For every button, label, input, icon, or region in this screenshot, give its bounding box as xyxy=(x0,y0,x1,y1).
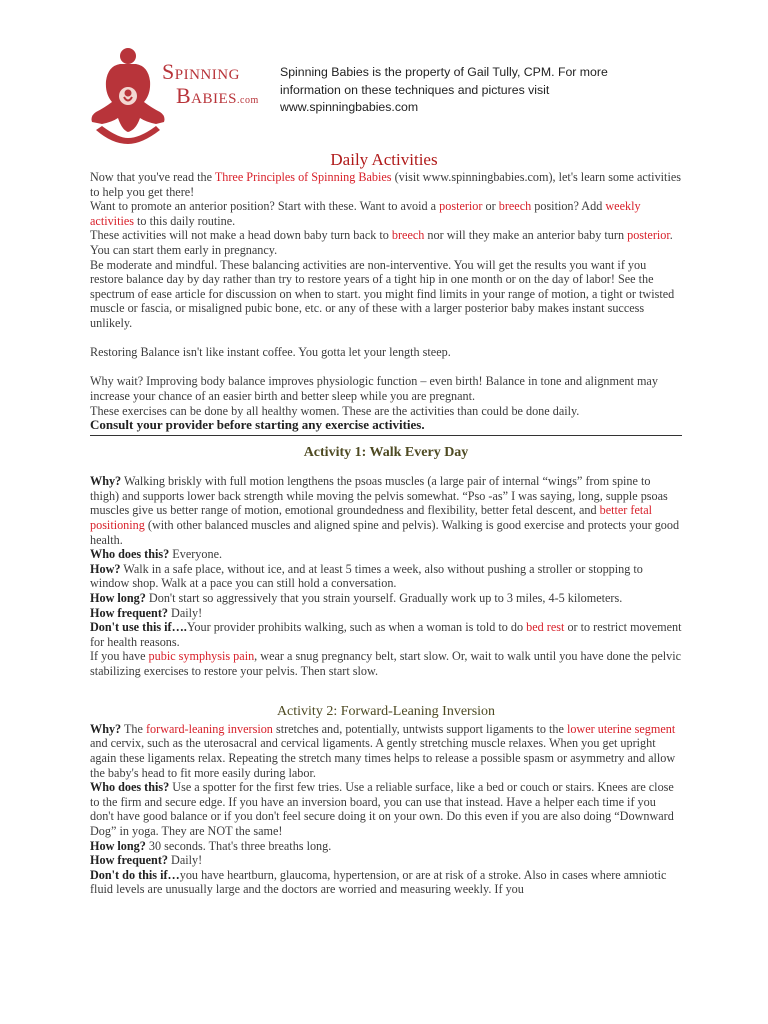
lower-uterine-segment-link[interactable]: lower uterine segment xyxy=(566,721,676,736)
activity1-pubic-note: If you have pubic symphysis pain, wear a snug pregnancy belt, start slow. Or, wait to walk until you have done the pelvic stabilizing exercises to restore your pelvis. Then start slow. xyxy=(90,649,682,678)
logo-line2: Babies xyxy=(176,83,238,108)
document-body xyxy=(90,170,682,897)
ownership-notice: Spinning Babies is the property of Gail Tully, CPM. For more information on these techniques and pictures visit www.spinningbabies.com xyxy=(280,65,608,114)
breech-link-2[interactable]: breech xyxy=(391,228,425,243)
intro-paragraph-1: Now that you've read the Three Principles of Spinning Babies (visit www.spinningbabies.com), let's learn some activities to help you get there! xyxy=(90,170,681,199)
better-fetal-positioning-link[interactable]: better fetal positioning xyxy=(90,503,653,533)
posterior-link[interactable]: posterior xyxy=(439,199,483,214)
consult-provider-note: Consult your provider before starting any exercise activities. xyxy=(90,417,425,433)
intro-paragraph-4: Be moderate and mindful. These balancing activities are non-interventive. You will get the results you want if you restore balance day by day rather than try to restore years of a tight hip in one month or on the day of labor! See the spectrum of ease article for discussion on when to start. you might find limits in your range of motion, a tight or twisted muscle or fascia, or misaligned pubic bone, etc. or any of these with a larger posterior baby makes instant success unlikely. xyxy=(90,257,675,330)
activity2-who: Who does this? Use a spotter for the first few tries. Use a reliable surface, like a bed or couch or stairs. Knees are close to the firm and secure edge. If you have an inversion board, you can use that instead. Have a helper each time if you don't have good balance or if you don't feel secure doing it on your own. Do this even if you are also doing “Downward Dog” in yoga. They are NOT the same! xyxy=(90,780,674,838)
activity1-how-frequent: How frequent? Daily! xyxy=(90,605,203,620)
activity2-dont: Don't do this if…you have heartburn, glaucoma, hypertension, or are at risk of a stroke. Also in cases where amniotic fluid levels are unusually large and the doctors are worried and measuring weekly. If you xyxy=(90,867,667,897)
activity1-how: How? Walk in a safe place, without ice, and at least 5 times a week, also without pushing a stroller or stopping to window shop. Walk at a pace you can still hold a conversation. xyxy=(90,561,643,591)
page-title: Daily Activities xyxy=(330,150,438,169)
activity1-title: Activity 1: Walk Every Day xyxy=(303,444,469,460)
activity1-dont: Don't use this if….Your provider prohibits walking, such as when a woman is told to do bed rest or to restrict movement for health reasons. xyxy=(90,620,682,649)
intro-paragraph-7: These exercises can be done by all healthy women. These are the activities than could be done daily. xyxy=(90,403,580,418)
intro-paragraph-2: Want to promote an anterior position? Start with these. Want to avoid a posterior or breech position? Add weekly activities to this daily routine. xyxy=(90,199,641,228)
section-divider xyxy=(90,435,682,436)
logo-suffix: .com xyxy=(237,95,259,106)
mother-baby-logo-icon xyxy=(88,46,168,146)
intro-paragraph-3: These activities will not make a head down baby turn back to breech nor will they make an anterior baby turn posterior. You can start them early in pregnancy. xyxy=(90,228,673,257)
breech-link[interactable]: breech xyxy=(498,199,532,214)
activity2-title: Activity 2: Forward-Leaning Inversion xyxy=(276,704,496,720)
activity2-why: Why? The forward-leaning inversion stretches and, potentially, untwists support ligaments to the lower uterine segment and cervix, such as the uterosacral and cervical ligaments. A gently stretching muscle relaxes. When you get upright again these ligaments relax. Repeating the stretch many times helps to release a possible spasm or asymmetry and allow the baby's head to fit more easily during labor. xyxy=(90,721,676,780)
pubic-symphysis-pain-link[interactable]: pubic symphysis pain xyxy=(148,649,255,664)
logo-line1: Spinning xyxy=(162,59,240,84)
intro-paragraph-5: Restoring Balance isn't like instant coffee. You gotta let your length steep. xyxy=(90,345,451,360)
activity2-how-frequent: How frequent? Daily! xyxy=(90,853,203,868)
weekly-activities-link[interactable]: weekly activities xyxy=(90,199,641,228)
bed-rest-link[interactable]: bed rest xyxy=(526,620,565,635)
activity1-who: Who does this? Everyone. xyxy=(90,547,223,562)
three-principles-link[interactable]: Three Principles of Spinning Babies xyxy=(214,170,392,184)
activity2-how-long: How long? 30 seconds. That's three breaths long. xyxy=(90,838,332,853)
logo-wordmark xyxy=(162,60,259,113)
intro-paragraph-6: Why wait? Improving body balance improves physiologic function – even birth! Balance in tone and alignment may increase your chance of an easier birth and better sleep while you are pregnant. xyxy=(90,374,658,403)
activity1-how-long: How long? Don't start so aggressively that you strain yourself. Gradually work up to 3 miles, 4-5 kilometers. xyxy=(90,591,623,606)
activity1-why: Why? Walking briskly with full motion lengthens the psoas muscles (a large pair of internal “wings” from spine to thigh) and supports lower back strength while moving the pelvis somewhat. “Pso -as” I was saying, long, supple psoas muscles give us better range of motion, emotional groundedness and flexibility, better fetal descent, and better fetal positioning (with other balanced muscles and aligned spine and pelvis). Walking is good exercise and protects your good health. xyxy=(90,474,680,547)
posterior-link-2[interactable]: posterior xyxy=(627,228,670,243)
forward-leaning-inversion-link[interactable]: forward-leaning inversion xyxy=(145,721,273,736)
